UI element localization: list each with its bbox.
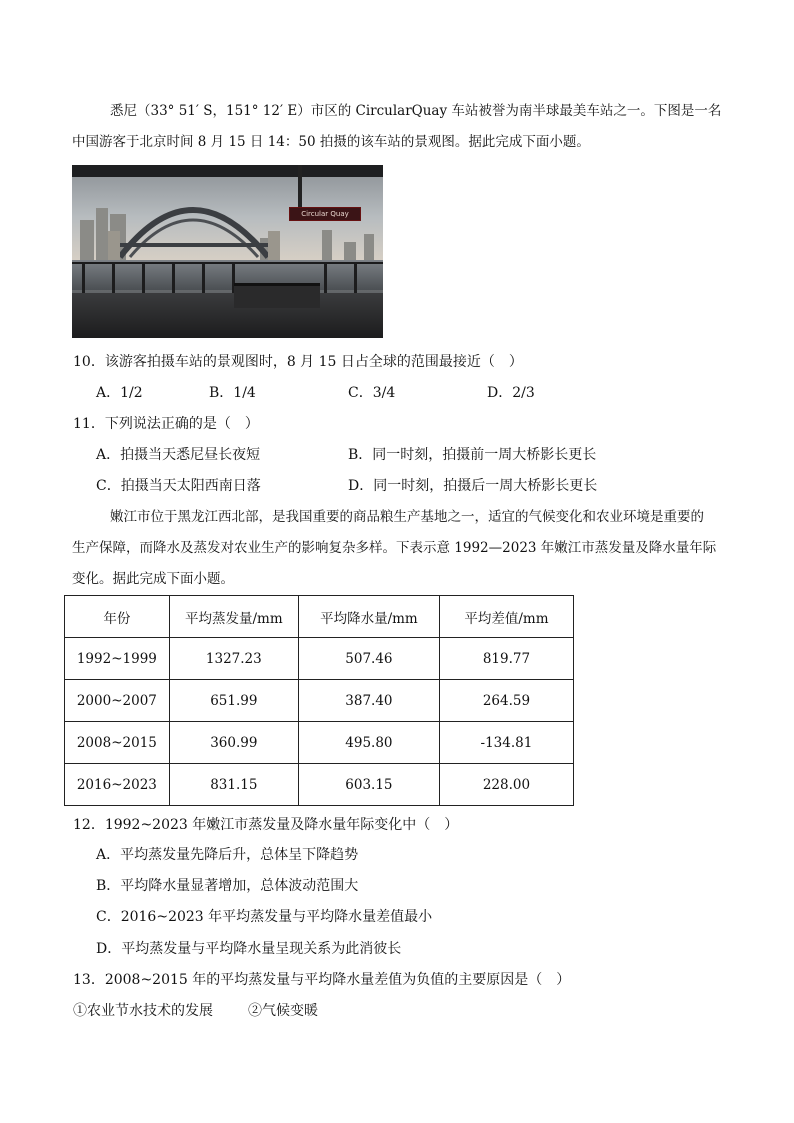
photo-railing-post (142, 262, 145, 296)
table-header-row (65, 596, 574, 638)
table-cell: -134.81 (439, 722, 573, 764)
question-11-option-d: D．同一时刻，拍摄后一周大桥影长更长 (348, 478, 598, 494)
passage-sydney (72, 96, 732, 158)
passage-sydney-line-2: 中国游客于北京时间 8 月 15 日 14：50 拍摄的该车站的景观图。据此完成下面小题。 (72, 134, 590, 150)
question-10-stem: 10．该游客拍摄车站的景观图时，8 月 15 日占全球的范围最接近（ ） (73, 354, 523, 370)
question-12-option-d: D．平均蒸发量与平均降水量呈现关系为此消彼长 (96, 941, 402, 957)
table-row (65, 764, 574, 806)
table-cell: 387.40 (298, 680, 439, 722)
table-cell: 495.80 (298, 722, 439, 764)
table-row (65, 638, 574, 680)
photo-railing-post (82, 262, 85, 296)
station-sign: Circular Quay (289, 207, 361, 221)
photo-railing-post (172, 262, 175, 296)
passage-nenjiang-line-2: 生产保障，而降水及蒸发对农业生产的影响复杂多样。下表示意 1992—2023 年嫩江市蒸发量及降水量年际 (72, 540, 717, 556)
table-cell: 2008~2015 (65, 722, 170, 764)
table-cell: 507.46 (298, 638, 439, 680)
table-header-cell: 平均降水量/mm (298, 596, 439, 638)
photo-railing (72, 262, 383, 296)
table-cell: 819.77 (439, 638, 573, 680)
photo-railing-post (112, 262, 115, 296)
table-cell: 264.59 (439, 680, 573, 722)
question-13-option-2: ②气候变暖 (248, 1003, 318, 1019)
question-13-option-1: ①农业节水技术的发展 (73, 1003, 213, 1019)
photo-platform (72, 293, 383, 338)
table-header-cell: 年份 (65, 596, 170, 638)
photo-railing-post (324, 262, 327, 296)
photo-railing-post (354, 262, 357, 296)
table-cell: 228.00 (439, 764, 573, 806)
question-11-option-c: C．拍摄当天太阳西南日落 (96, 478, 261, 494)
table-cell: 1327.23 (169, 638, 298, 680)
table-cell: 2000~2007 (65, 680, 170, 722)
question-12-option-a: A．平均蒸发量先降后升，总体呈下降趋势 (96, 847, 359, 863)
question-10-option-d: D．2/3 (487, 385, 535, 401)
question-12-option-b: B．平均降水量显著增加，总体波动范围大 (96, 878, 359, 894)
table-cell: 651.99 (169, 680, 298, 722)
question-11-option-a: A．拍摄当天悉尼昼长夜短 (96, 447, 261, 463)
question-10-option-b: B．1/4 (209, 385, 256, 401)
question-13-stem: 13．2008~2015 年的平均蒸发量与平均降水量差值为负值的主要原因是（ ） (73, 972, 571, 988)
question-12-stem: 12．1992~2023 年嫩江市蒸发量及降水量年际变化中（ ） (73, 817, 459, 833)
station-photo (72, 165, 383, 338)
table-row (65, 722, 574, 764)
photo-sign-post (298, 165, 302, 209)
question-10-option-c: C．3/4 (348, 385, 396, 401)
passage-nenjiang-line-1: 嫩江市位于黑龙江西北部，是我国重要的商品粮生产基地之一，适宜的气候变化和农业环境是重要的 (110, 509, 704, 525)
passage-nenjiang (72, 502, 734, 595)
table-header-cell: 平均蒸发量/mm (169, 596, 298, 638)
passage-nenjiang-line-3: 变化。据此完成下面小题。 (72, 571, 234, 587)
question-11-stem: 11．下列说法正确的是（ ） (73, 416, 259, 432)
question-11-option-b: B．同一时刻，拍摄前一周大桥影长更长 (348, 447, 597, 463)
evaporation-precipitation-table (64, 595, 574, 806)
table-cell: 603.15 (298, 764, 439, 806)
table-cell: 2016~2023 (65, 764, 170, 806)
question-10-option-a: A．1/2 (96, 385, 143, 401)
table-cell: 1992~1999 (65, 638, 170, 680)
photo-bench (234, 283, 320, 308)
table-cell: 360.99 (169, 722, 298, 764)
passage-sydney-line-1: 悉尼（33° 51′ S，151° 12′ E）市区的 CircularQuay 车站被誉为南半球最美车站之一。下图是一名 (110, 103, 722, 119)
question-12-option-c: C．2016~2023 年平均蒸发量与平均降水量差值最小 (96, 909, 433, 925)
photo-railing-post (202, 262, 205, 296)
table-cell: 831.15 (169, 764, 298, 806)
table-row (65, 680, 574, 722)
table-header-cell: 平均差值/mm (439, 596, 573, 638)
